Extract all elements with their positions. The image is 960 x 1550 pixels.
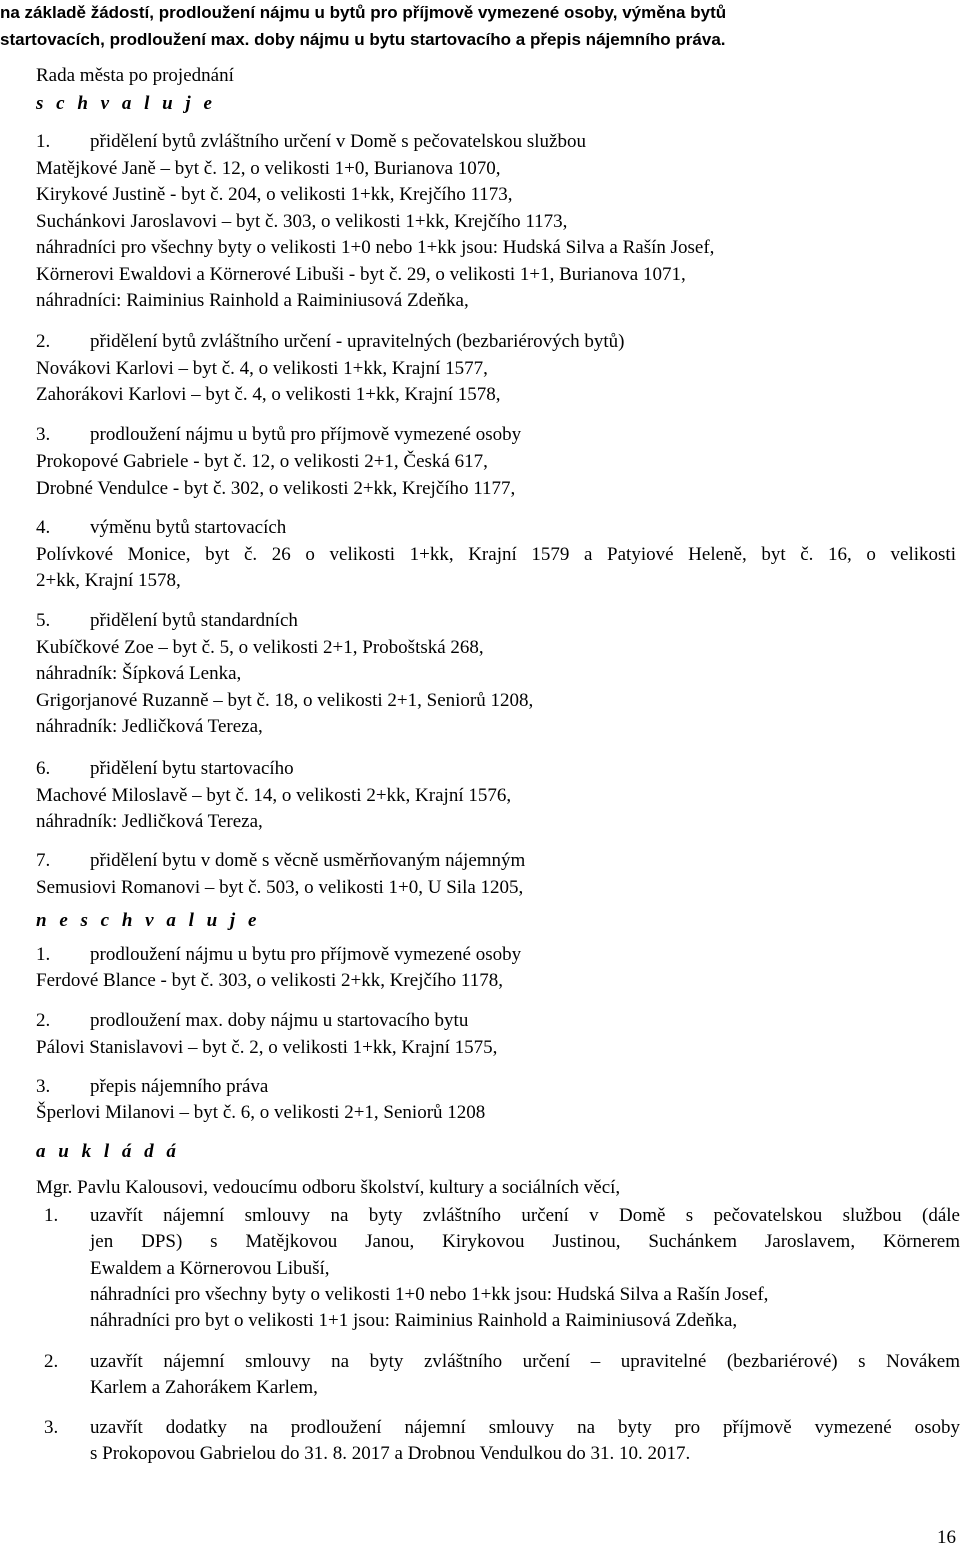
approve-item-5-line: Kubíčkové Zoe – byt č. 5, o velikosti 2+1, Proboštská 268, bbox=[36, 637, 484, 658]
approve-item-3-line: Prokopové Gabriele - byt č. 12, o velikosti 2+1, Česká 617, bbox=[36, 451, 488, 472]
reject-item-3-line: Šperlovi Milanovi – byt č. 6, o velikosti 2+1, Seniorů 1208 bbox=[36, 1102, 486, 1123]
heading-line-1: na základě žádostí, prodloužení nájmu u bytů pro příjmově vymezené osoby, výměna bytů bbox=[0, 3, 727, 22]
order-label: a u k l á d á bbox=[36, 1141, 180, 1162]
approve-item-4-title: výměnu bytů startovacích bbox=[90, 517, 287, 538]
reject-item-3-number: 3. bbox=[36, 1076, 51, 1097]
approve-item-1-line: náhradníci: Raiminius Rainhold a Raiminiusová Zdeňka, bbox=[36, 290, 469, 311]
order-recipient: Mgr. Pavlu Kalousovi, vedoucímu odboru školství, kultury a sociálních věcí, bbox=[36, 1177, 621, 1198]
approve-item-1-line: Kirykové Justině - byt č. 204, o velikosti 1+kk, Krejčího 1173, bbox=[36, 184, 513, 205]
approve-item-3-number: 3. bbox=[36, 424, 51, 445]
approve-item-3-title: prodloužení nájmu u bytů pro příjmově vymezené osoby bbox=[90, 424, 522, 445]
approve-item-5-line: náhradník: Jedličková Tereza, bbox=[36, 716, 263, 737]
approve-item-1-line: Suchánkovi Jaroslavovi – byt č. 303, o velikosti 1+kk, Krejčího 1173, bbox=[36, 211, 568, 232]
approve-item-7-title: přidělení bytu v domě s věcně usměrňovaným nájemným bbox=[90, 850, 526, 871]
approve-item-4-line: Polívkové Monice, byt č. 26 o velikosti 1+kk, Krajní 1579 a Patyiové Heleně, byt č. 16, o velikosti bbox=[36, 544, 956, 565]
task-3-line: uzavřít dodatky na prodloužení nájemní smlouvy na byty pro příjmově vymezené osoby bbox=[90, 1417, 960, 1438]
heading-line-2: startovacích, prodloužení max. doby nájmu u bytu startovacího a přepis nájemního práva. bbox=[0, 30, 726, 49]
approve-item-2-title: přidělení bytů zvláštního určení - upravitelných (bezbariérových bytů) bbox=[90, 331, 625, 352]
task-3-number: 3. bbox=[44, 1417, 59, 1438]
task-1-line: náhradníci pro byt o velikosti 1+1 jsou: Raiminius Rainhold a Raiminiusová Zdeňka, bbox=[90, 1310, 738, 1331]
approve-item-6-line: náhradník: Jedličková Tereza, bbox=[36, 811, 263, 832]
approve-item-1-line: Körnerovi Ewaldovi a Körnerové Libuši - byt č. 29, o velikosti 1+1, Burianova 1071, bbox=[36, 264, 686, 285]
reject-item-1-line: Ferdové Blance - byt č. 303, o velikosti 2+kk, Krejčího 1178, bbox=[36, 970, 503, 991]
approve-item-1-number: 1. bbox=[36, 131, 51, 152]
approve-item-4-number: 4. bbox=[36, 517, 51, 538]
approve-item-1-line: Matějkové Janě – byt č. 12, o velikosti 1+0, Burianova 1070, bbox=[36, 158, 501, 179]
reject-item-2-title: prodloužení max. doby nájmu u startovacího bytu bbox=[90, 1010, 469, 1031]
task-2-line: uzavřít nájemní smlouvy na byty zvláštního určení – upravitelné (bezbariérové) s Novákem bbox=[90, 1351, 960, 1372]
approve-item-2-line: Novákovi Karlovi – byt č. 4, o velikosti 1+kk, Krajní 1577, bbox=[36, 358, 488, 379]
approve-item-1-title: přidělení bytů zvláštního určení v Domě s pečovatelskou službou bbox=[90, 131, 586, 152]
task-1-line: Ewaldem a Körnerovou Libuší, bbox=[90, 1258, 330, 1279]
reject-item-2-line: Pálovi Stanislavovi – byt č. 2, o velikosti 1+kk, Krajní 1575, bbox=[36, 1037, 498, 1058]
approve-item-4-line: 2+kk, Krajní 1578, bbox=[36, 570, 181, 591]
approve-item-3-line: Drobné Vendulce - byt č. 302, o velikosti 2+kk, Krejčího 1177, bbox=[36, 478, 516, 499]
task-1-line: náhradníci pro všechny byty o velikosti 1+0 nebo 1+kk jsou: Hudská Silva a Rašín Josef, bbox=[90, 1284, 769, 1305]
approve-item-5-number: 5. bbox=[36, 610, 51, 631]
approve-item-6-line: Machové Miloslavě – byt č. 14, o velikosti 2+kk, Krajní 1576, bbox=[36, 785, 512, 806]
reject-item-1-number: 1. bbox=[36, 944, 51, 965]
approve-item-5-line: náhradník: Šípková Lenka, bbox=[36, 663, 242, 684]
approve-item-2-number: 2. bbox=[36, 331, 51, 352]
approve-item-5-title: přidělení bytů standardních bbox=[90, 610, 298, 631]
reject-item-3-title: přepis nájemního práva bbox=[90, 1076, 269, 1097]
task-1-line: uzavřít nájemní smlouvy na byty zvláštního určení v Domě s pečovatelskou službou (dále bbox=[90, 1205, 960, 1226]
approve-item-1-line: náhradníci pro všechny byty o velikosti 1+0 nebo 1+kk jsou: Hudská Silva a Rašín Josef, bbox=[36, 237, 715, 258]
approve-item-5-line: Grigorjanové Ruzanně – byt č. 18, o velikosti 2+1, Seniorů 1208, bbox=[36, 690, 534, 711]
reject-item-2-number: 2. bbox=[36, 1010, 51, 1031]
approve-item-6-number: 6. bbox=[36, 758, 51, 779]
reject-item-1-title: prodloužení nájmu u bytu pro příjmově vymezené osoby bbox=[90, 944, 522, 965]
approve-item-7-number: 7. bbox=[36, 850, 51, 871]
task-2-line: Karlem a Zahorákem Karlem, bbox=[90, 1377, 318, 1398]
intro-text: Rada města po projednání bbox=[36, 65, 234, 86]
task-1-number: 1. bbox=[44, 1205, 59, 1226]
page-number: 16 bbox=[937, 1527, 956, 1548]
approve-label: s c h v a l u j e bbox=[36, 93, 216, 114]
approve-item-7-line: Semusiovi Romanovi – byt č. 503, o velikosti 1+0, U Sila 1205, bbox=[36, 877, 524, 898]
approve-item-6-title: přidělení bytu startovacího bbox=[90, 758, 294, 779]
approve-item-2-line: Zahorákovi Karlovi – byt č. 4, o velikosti 1+kk, Krajní 1578, bbox=[36, 384, 501, 405]
reject-label: n e s c h v a l u j e bbox=[36, 910, 261, 931]
task-2-number: 2. bbox=[44, 1351, 59, 1372]
task-1-line: jen DPS) s Matějkovou Janou, Kirykovou Justinou, Suchánkem Jaroslavem, Körnerem bbox=[90, 1231, 960, 1252]
task-3-line: s Prokopovou Gabrielou do 31. 8. 2017 a Drobnou Vendulkou do 31. 10. 2017. bbox=[90, 1443, 691, 1464]
